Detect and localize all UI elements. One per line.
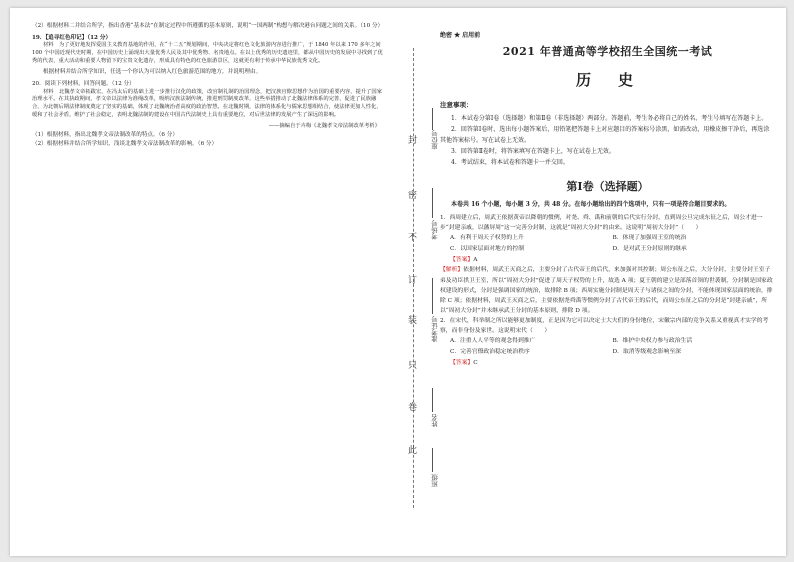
q1-stem: 1．西周建立后，周武王依据黄帝以降朝的惯例，对尧、舜、禹和前朝的后代实行分封，直到周公旦完成东征之后，周公才进一步“封建亲戚，以藩屏周”这一完善分封制，这就是“周初大分封”的由来。这说明“周初大分封”（ ）	[440, 214, 763, 231]
option: B．维护中央权力参与政治生活	[612, 338, 693, 345]
analysis-label: 【解析】	[440, 267, 464, 274]
seal-char: 此	[408, 446, 418, 456]
secret-mark: 绝密 ★ 启用前	[440, 32, 481, 39]
exam-room-label: 考场号	[431, 220, 439, 240]
seal-char: 卷	[408, 403, 418, 413]
q19-heading: 19．【追寻红色印记】（12 分）	[32, 34, 112, 41]
q2-answer	[440, 358, 775, 368]
exam-title: 2021 年普通高等学校招生全国统一考试	[502, 45, 713, 58]
option: C．完善官僚政治稳定统治秩序	[450, 349, 530, 356]
answer-label: 【答案】	[450, 360, 474, 367]
q1-analysis	[440, 265, 775, 316]
q1-options	[440, 233, 775, 255]
option: D．是对武王分封原则的继承	[612, 245, 687, 252]
ticket-number-label: 准考证号	[431, 316, 439, 342]
option: A．注重人人平等的观念得到推广	[450, 338, 536, 345]
notes-heading: 注意事项：	[440, 101, 473, 109]
seal-char: 只	[408, 361, 418, 371]
analysis-text: 依据材料，周武王灭商之后，主要分封了古代帝王的后代，来加强对其控制；周公东征之后，大分分封，主要分封王室子弟及功臣拱卫王室，所以“周初大分封”促进了周天子权势的上升，故选 A 项；夏王朝的建立是部落首领的世袭制，分封制是国家政权建设的形式，分封是强调国家的统治，故排除 B 项；西周实施分封制是周天子与诸侯之间的分封，不能体现国家层面的统治，排除 C 项；依据材料，周武王灭商之后，主要依据尧舜禹等惯例分封了古代帝王的后代，而周公东征之后的分封是“封建亲戚”，所以“周初大分封”并未继承武王分封的基本原则，排除 D 项。	[440, 267, 773, 314]
q20-source: ——摘编自于卉梅《北魏孝文帝法制改革考析》	[268, 123, 380, 130]
note-item: 3．回答第Ⅱ卷时，将答案填写在答题卡上，写在试卷上无效。	[451, 148, 615, 156]
q19-task: 根据材料并结合所学知识，任选一个你认为可以纳入红色旅游范围的地方，并说明理由。	[43, 69, 262, 76]
seat-field-line[interactable]	[432, 108, 433, 130]
q20-part1: （1）根据材料，指出北魏孝文帝法制改革的特点。（6 分）	[32, 132, 178, 139]
class-field-line[interactable]	[432, 448, 433, 472]
class-label: 班级	[431, 474, 439, 487]
seal-char: 不	[408, 233, 418, 243]
left-page	[32, 22, 384, 149]
q2-options	[440, 336, 775, 358]
q20-material: 材料 北魏孝文帝拓跋宏，在冯太后的基础上进一步推行汉化的政策，改官制礼制的治国理念，把汉族官僚思想作为治国的重要内容，提升了国家治理水平。在其执政期间，孝文帝以法律为准绳改革，吸纳汉族法制传统，推进刑罚制度改革，这些举措推动了北魏法律体系的完善，促进了民族融合，为北朝后期法律制度奠定了坚实的基础，体现了北魏统治者高度的政治智慧。在北魏时期，法律的体系化与儒家思想相结合，使法律更加人性化，缓和了社会矛盾，维护了社会稳定，表明北魏法制的建设在中国古代法制史上具有重要地位，对后世法律的发展产生了深远的影响。	[32, 88, 383, 118]
ticket-field-line[interactable]	[432, 278, 433, 314]
seat-number-label: 座位号	[431, 130, 439, 150]
q1-answer	[440, 255, 775, 265]
note-item: 2．回答第Ⅰ卷时，选出每小题答案后，用铅笔把答题卡上对应题目的答案标号涂黑，如需改动，用橡皮擦干净后，再选涂其他答案标号。写在试卷上无效。	[440, 126, 770, 145]
option: C．以国家层面对地方的控制	[450, 245, 524, 252]
right-page	[440, 30, 775, 369]
q19-part2: （2）根据材料二并结合所学，指出香港“基本法”在制定过程中所遵循的基本原则，说明“一国两制”构想与解决港台问题之间的关系。（10 分）	[32, 23, 384, 29]
seal-char: 封	[408, 136, 418, 146]
answer-value: A	[473, 256, 478, 263]
room-field-line[interactable]	[432, 188, 433, 218]
option: A．有利于周天子权势的上升	[450, 234, 524, 241]
q2-stem: 2．在宋代，科举制之所以能够更加制度，正是因为它可以决定士大夫们的身份地位，宋徽宗内部的竞争关系又重视真才实学的考察，而非身份及家世。这说明宋代（ ）	[440, 318, 769, 335]
answer-value: C	[473, 360, 478, 367]
exam-sheet	[10, 8, 786, 556]
seal-char: 密	[408, 191, 418, 201]
seal-char: 订	[408, 276, 418, 286]
seal-char: 装	[408, 316, 418, 326]
section-title: 第Ⅰ卷（选择题）	[566, 180, 649, 194]
note-item: 1．本试卷分第Ⅰ卷（选择题）和第Ⅱ卷（非选择题）两部分。答题前，考生务必将自己的姓名、考生号填写在答题卡上。	[451, 115, 768, 122]
q20-heading: 20．阅读下列材料，回答问题。（12 分）	[32, 80, 135, 87]
note-item: 4．考试结束，将本试卷和答题卡一并交回。	[451, 159, 569, 167]
answer-label: 【答案】	[450, 256, 474, 263]
q19-material: 材料 为了更好地发挥爱国主义教育基地的作用，在“十二五”规划期间，中央决定将红色文化旅游内容进行推广，于 1840 年以来 170 多年之间 100 个中国近现代史时期，在中国历史上涌现出大量优秀人民及其中优秀物、名贵地点。在以上优秀的历史遗迹里，都从中国历史的发展中寻找到了优秀的代表，重大活动和重要人物留下的宝贵文化遗存，形成具有特色的红色旅游景区，这就更有利于传承中华民族优秀文化。	[32, 42, 383, 64]
option: D．取消等级观念影响至深	[612, 349, 681, 356]
name-label: 姓名	[431, 414, 439, 427]
subject-title: 历 史	[575, 71, 639, 89]
option: B．体现了加强周王室的统治	[612, 234, 687, 241]
name-field-line[interactable]	[432, 388, 433, 412]
section-intro: 本卷共 16 个小题，每小题 3 分，共 48 分。在每小题给出的四个选项中，只有一项是符合题目要求的。	[451, 201, 731, 209]
q20-part2: （2）根据材料并结合所学知识，浅谈北魏孝文帝法制改革的影响。（6 分）	[32, 140, 218, 147]
